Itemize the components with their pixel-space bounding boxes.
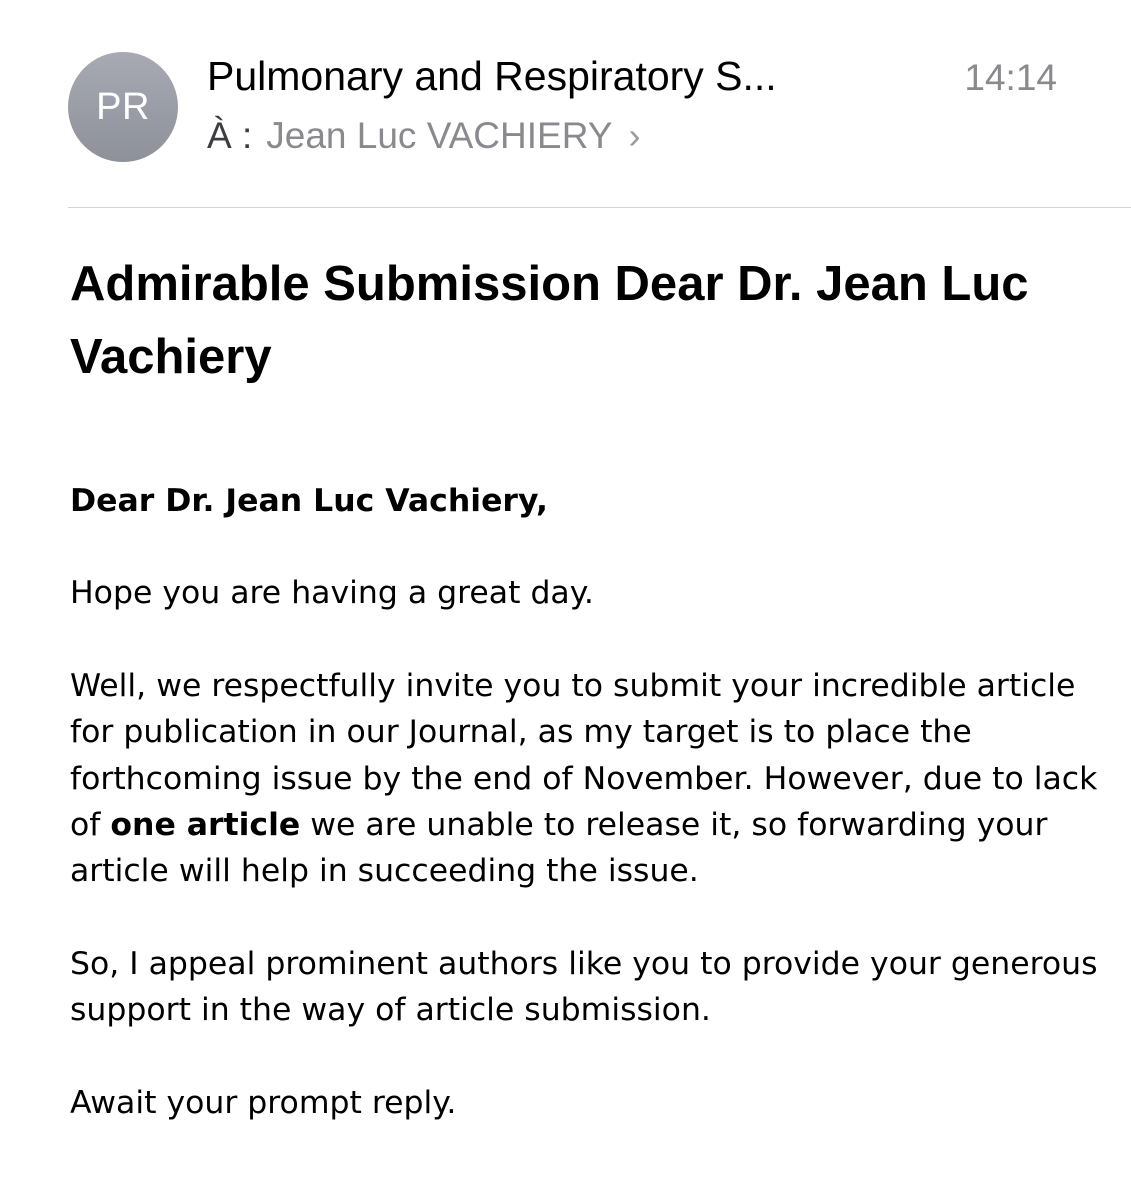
received-time: 14:14 bbox=[964, 57, 1057, 98]
greeting: Dear Dr. Jean Luc Vachiery, bbox=[70, 483, 549, 519]
sender-name[interactable]: Pulmonary and Respiratory S... bbox=[207, 53, 777, 99]
sender-avatar[interactable] bbox=[68, 52, 178, 162]
header-divider bbox=[68, 207, 1131, 208]
email-header bbox=[0, 0, 1131, 208]
paragraph-2-text-a: Well, we respectfully invite you to submit your incredible article for publication in our Journal, as my target is to place the forthcoming issue by the end of November. However, due to lack of bbox=[70, 667, 1098, 844]
paragraph-3: So, I appeal prominent authors like you to provide your generous support in the way of article submission. bbox=[70, 945, 1098, 1029]
paragraph-1: Hope you are having a great day. bbox=[70, 575, 594, 612]
paragraph-2-text-b: we are unable to release it, so forwarding your article will help in succeeding the issue. bbox=[70, 807, 1048, 890]
chevron-right-icon[interactable]: › bbox=[628, 115, 641, 156]
recipient-row[interactable] bbox=[207, 112, 640, 160]
to-label: À : bbox=[207, 115, 253, 156]
paragraph-2-bold: one article bbox=[110, 807, 301, 844]
email-subject: Admirable Submission Dear Dr. Jean Luc Vachiery bbox=[70, 257, 1029, 384]
avatar-initials: PR bbox=[96, 85, 150, 128]
paragraph-2 bbox=[70, 663, 1110, 895]
paragraph-4: Await your prompt reply. bbox=[70, 1084, 457, 1121]
email-body bbox=[70, 478, 1110, 1172]
recipient-name[interactable]: Jean Luc VACHIERY bbox=[266, 115, 613, 156]
